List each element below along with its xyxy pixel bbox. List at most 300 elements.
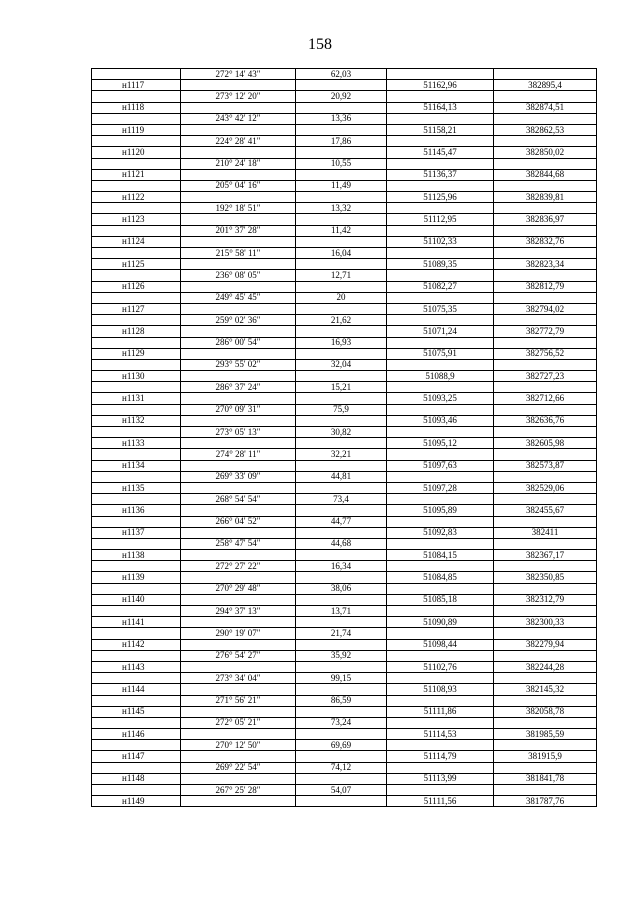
table-row	[92, 695, 597, 706]
point-name-cell: н1128	[92, 326, 181, 337]
y-cell	[494, 158, 597, 169]
table-row	[92, 650, 597, 661]
angle-cell: 201° 37' 28"	[181, 225, 296, 236]
x-cell	[387, 561, 494, 572]
y-cell: 382794,02	[494, 303, 597, 314]
point-name-cell	[92, 673, 181, 684]
y-cell: 381915,9	[494, 751, 597, 762]
x-cell: 51114,79	[387, 751, 494, 762]
y-cell	[494, 628, 597, 639]
y-cell	[494, 494, 597, 505]
x-cell	[387, 717, 494, 728]
distance-cell	[296, 326, 387, 337]
angle-cell: 259° 02' 36"	[181, 315, 296, 326]
y-cell	[494, 225, 597, 236]
point-name-cell: н1143	[92, 661, 181, 672]
x-cell: 51164,13	[387, 102, 494, 113]
angle-cell: 269° 22' 54"	[181, 762, 296, 773]
table-row	[92, 628, 597, 639]
point-name-cell: н1135	[92, 482, 181, 493]
distance-cell	[296, 550, 387, 561]
table-row	[92, 729, 597, 740]
angle-cell	[181, 527, 296, 538]
distance-cell	[296, 661, 387, 672]
table-row	[92, 69, 597, 80]
distance-cell	[296, 371, 387, 382]
point-name-cell	[92, 158, 181, 169]
y-cell: 381787,76	[494, 796, 597, 807]
distance-cell: 30,82	[296, 427, 387, 438]
distance-cell: 99,15	[296, 673, 387, 684]
y-cell	[494, 404, 597, 415]
angle-cell	[181, 214, 296, 225]
point-name-cell	[92, 628, 181, 639]
table-row	[92, 337, 597, 348]
x-cell	[387, 337, 494, 348]
distance-cell	[296, 438, 387, 449]
point-name-cell: н1136	[92, 505, 181, 516]
y-cell: 382895,4	[494, 80, 597, 91]
y-cell: 382712,66	[494, 393, 597, 404]
table-row	[92, 785, 597, 796]
table-row	[92, 158, 597, 169]
point-name-cell: н1138	[92, 550, 181, 561]
y-cell	[494, 292, 597, 303]
point-name-cell: н1122	[92, 192, 181, 203]
angle-cell: 192° 18' 51"	[181, 203, 296, 214]
y-cell	[494, 762, 597, 773]
angle-cell	[181, 259, 296, 270]
table-row	[92, 661, 597, 672]
x-cell	[387, 382, 494, 393]
point-name-cell: н1129	[92, 348, 181, 359]
table-row	[92, 505, 597, 516]
point-name-cell	[92, 471, 181, 482]
angle-cell	[181, 639, 296, 650]
angle-cell: 205° 04' 16"	[181, 180, 296, 191]
x-cell	[387, 538, 494, 549]
y-cell: 381985,59	[494, 729, 597, 740]
angle-cell: 274° 28' 11"	[181, 449, 296, 460]
distance-cell: 12,71	[296, 270, 387, 281]
x-cell	[387, 516, 494, 527]
distance-cell: 15,21	[296, 382, 387, 393]
angle-cell: 249° 45' 45"	[181, 292, 296, 303]
distance-cell	[296, 124, 387, 135]
point-name-cell	[92, 740, 181, 751]
x-cell: 51089,35	[387, 259, 494, 270]
y-cell: 382756,52	[494, 348, 597, 359]
y-cell	[494, 180, 597, 191]
y-cell	[494, 270, 597, 281]
x-cell	[387, 180, 494, 191]
x-cell: 51158,21	[387, 124, 494, 135]
x-cell	[387, 583, 494, 594]
angle-cell: 210° 24' 18"	[181, 158, 296, 169]
table-row	[92, 113, 597, 124]
distance-cell: 17,86	[296, 136, 387, 147]
y-cell: 382455,67	[494, 505, 597, 516]
y-cell: 382411	[494, 527, 597, 538]
y-cell	[494, 516, 597, 527]
angle-cell: 286° 37' 24"	[181, 382, 296, 393]
x-cell	[387, 740, 494, 751]
distance-cell: 73,24	[296, 717, 387, 728]
point-name-cell: н1137	[92, 527, 181, 538]
distance-cell	[296, 706, 387, 717]
angle-cell	[181, 303, 296, 314]
distance-cell	[296, 594, 387, 605]
distance-cell: 75,9	[296, 404, 387, 415]
table-row	[92, 236, 597, 247]
point-name-cell: н1118	[92, 102, 181, 113]
y-cell	[494, 606, 597, 617]
angle-cell	[181, 169, 296, 180]
distance-cell: 13,36	[296, 113, 387, 124]
y-cell: 382636,76	[494, 415, 597, 426]
distance-cell	[296, 482, 387, 493]
x-cell	[387, 359, 494, 370]
table-row	[92, 326, 597, 337]
angle-cell: 270° 29' 48"	[181, 583, 296, 594]
table-row	[92, 248, 597, 259]
distance-cell: 20,92	[296, 91, 387, 102]
table-row	[92, 449, 597, 460]
page-number: 158	[308, 36, 332, 53]
y-cell	[494, 359, 597, 370]
x-cell: 51084,85	[387, 572, 494, 583]
y-cell: 382244,28	[494, 661, 597, 672]
distance-cell: 13,71	[296, 606, 387, 617]
y-cell	[494, 583, 597, 594]
angle-cell	[181, 192, 296, 203]
distance-cell: 38,06	[296, 583, 387, 594]
table-row	[92, 348, 597, 359]
y-cell: 382350,85	[494, 572, 597, 583]
x-cell	[387, 673, 494, 684]
point-name-cell	[92, 113, 181, 124]
distance-cell	[296, 684, 387, 695]
point-name-cell: н1123	[92, 214, 181, 225]
x-cell: 51162,96	[387, 80, 494, 91]
y-cell: 382058,78	[494, 706, 597, 717]
table-row	[92, 639, 597, 650]
point-name-cell	[92, 315, 181, 326]
point-name-cell: н1139	[92, 572, 181, 583]
point-name-cell	[92, 248, 181, 259]
angle-cell: 268° 54' 54"	[181, 494, 296, 505]
point-name-cell: н1142	[92, 639, 181, 650]
x-cell	[387, 270, 494, 281]
x-cell	[387, 69, 494, 80]
angle-cell	[181, 80, 296, 91]
table-row	[92, 773, 597, 784]
angle-cell: 236° 08' 05"	[181, 270, 296, 281]
table-row	[92, 684, 597, 695]
table-row	[92, 303, 597, 314]
distance-cell: 11,42	[296, 225, 387, 236]
y-cell: 382844,68	[494, 169, 597, 180]
y-cell: 382367,17	[494, 550, 597, 561]
table-row	[92, 225, 597, 236]
y-cell: 381841,78	[494, 773, 597, 784]
y-cell: 382605,98	[494, 438, 597, 449]
angle-cell: 273° 34' 04"	[181, 673, 296, 684]
distance-cell: 16,93	[296, 337, 387, 348]
point-name-cell	[92, 404, 181, 415]
point-name-cell	[92, 449, 181, 460]
x-cell: 51093,46	[387, 415, 494, 426]
distance-cell	[296, 393, 387, 404]
x-cell	[387, 494, 494, 505]
distance-cell	[296, 572, 387, 583]
table-row	[92, 147, 597, 158]
angle-cell	[181, 124, 296, 135]
table-row	[92, 550, 597, 561]
angle-cell: 272° 27' 22"	[181, 561, 296, 572]
x-cell	[387, 113, 494, 124]
table-row	[92, 315, 597, 326]
angle-cell	[181, 572, 296, 583]
table-row	[92, 136, 597, 147]
point-name-cell	[92, 69, 181, 80]
x-cell: 51136,37	[387, 169, 494, 180]
x-cell: 51082,27	[387, 281, 494, 292]
distance-cell	[296, 796, 387, 807]
angle-cell: 215° 58' 11"	[181, 248, 296, 259]
point-name-cell: н1121	[92, 169, 181, 180]
y-cell	[494, 136, 597, 147]
distance-cell: 20	[296, 292, 387, 303]
y-cell	[494, 650, 597, 661]
table-row	[92, 438, 597, 449]
x-cell	[387, 315, 494, 326]
table-row	[92, 102, 597, 113]
table-row	[92, 617, 597, 628]
point-name-cell	[92, 717, 181, 728]
point-name-cell: н1145	[92, 706, 181, 717]
distance-cell: 16,34	[296, 561, 387, 572]
x-cell: 51095,12	[387, 438, 494, 449]
point-name-cell: н1130	[92, 371, 181, 382]
table-row	[92, 192, 597, 203]
x-cell: 51114,53	[387, 729, 494, 740]
table-row	[92, 606, 597, 617]
y-cell	[494, 717, 597, 728]
angle-cell	[181, 661, 296, 672]
table-row	[92, 169, 597, 180]
point-name-cell: н1140	[92, 594, 181, 605]
distance-cell: 54,07	[296, 785, 387, 796]
point-name-cell	[92, 180, 181, 191]
distance-cell	[296, 617, 387, 628]
y-cell	[494, 248, 597, 259]
table-row	[92, 460, 597, 471]
angle-cell: 266° 04' 52"	[181, 516, 296, 527]
distance-cell	[296, 729, 387, 740]
x-cell: 51111,86	[387, 706, 494, 717]
distance-cell: 11,49	[296, 180, 387, 191]
table-row	[92, 404, 597, 415]
table-row	[92, 471, 597, 482]
y-cell	[494, 203, 597, 214]
y-cell	[494, 785, 597, 796]
point-name-cell: н1131	[92, 393, 181, 404]
table-row	[92, 259, 597, 270]
y-cell	[494, 695, 597, 706]
x-cell	[387, 449, 494, 460]
x-cell: 51075,35	[387, 303, 494, 314]
point-name-cell: н1119	[92, 124, 181, 135]
point-name-cell: н1144	[92, 684, 181, 695]
y-cell: 382529,06	[494, 482, 597, 493]
point-name-cell	[92, 583, 181, 594]
point-name-cell	[92, 538, 181, 549]
point-name-cell: н1126	[92, 281, 181, 292]
distance-cell	[296, 348, 387, 359]
table-row	[92, 706, 597, 717]
angle-cell	[181, 438, 296, 449]
angle-cell	[181, 550, 296, 561]
y-cell: 382312,79	[494, 594, 597, 605]
angle-cell	[181, 706, 296, 717]
table-row	[92, 203, 597, 214]
distance-cell	[296, 751, 387, 762]
x-cell: 51125,96	[387, 192, 494, 203]
angle-cell: 258° 47' 54"	[181, 538, 296, 549]
distance-cell: 73,4	[296, 494, 387, 505]
distance-cell: 44,68	[296, 538, 387, 549]
angle-cell: 267° 25' 28"	[181, 785, 296, 796]
table-row	[92, 762, 597, 773]
y-cell: 382300,33	[494, 617, 597, 628]
y-cell	[494, 673, 597, 684]
x-cell: 51113,99	[387, 773, 494, 784]
point-name-cell: н1147	[92, 751, 181, 762]
table-row	[92, 538, 597, 549]
distance-cell: 44,81	[296, 471, 387, 482]
y-cell	[494, 471, 597, 482]
x-cell	[387, 292, 494, 303]
point-name-cell: н1149	[92, 796, 181, 807]
point-name-cell	[92, 494, 181, 505]
y-cell	[494, 449, 597, 460]
distance-cell	[296, 259, 387, 270]
table-row	[92, 740, 597, 751]
point-name-cell: н1117	[92, 80, 181, 91]
table-row	[92, 214, 597, 225]
angle-cell: 270° 12' 50"	[181, 740, 296, 751]
angle-cell: 290° 19' 07"	[181, 628, 296, 639]
x-cell: 51075,91	[387, 348, 494, 359]
distance-cell	[296, 281, 387, 292]
distance-cell: 86,59	[296, 695, 387, 706]
point-name-cell	[92, 785, 181, 796]
distance-cell: 32,21	[296, 449, 387, 460]
distance-cell: 74,12	[296, 762, 387, 773]
x-cell	[387, 695, 494, 706]
x-cell: 51088,9	[387, 371, 494, 382]
x-cell: 51111,56	[387, 796, 494, 807]
table-row	[92, 572, 597, 583]
point-name-cell	[92, 136, 181, 147]
x-cell	[387, 248, 494, 259]
angle-cell	[181, 236, 296, 247]
y-cell	[494, 740, 597, 751]
x-cell	[387, 203, 494, 214]
table-row	[92, 583, 597, 594]
table-row	[92, 91, 597, 102]
coordinates-table-body	[92, 69, 597, 807]
distance-cell	[296, 147, 387, 158]
y-cell	[494, 337, 597, 348]
angle-cell	[181, 281, 296, 292]
point-name-cell	[92, 359, 181, 370]
table-row	[92, 180, 597, 191]
x-cell: 51097,63	[387, 460, 494, 471]
angle-cell	[181, 415, 296, 426]
x-cell	[387, 628, 494, 639]
angle-cell: 271° 56' 21"	[181, 695, 296, 706]
table-row	[92, 516, 597, 527]
angle-cell	[181, 371, 296, 382]
distance-cell: 13,32	[296, 203, 387, 214]
table-row	[92, 292, 597, 303]
angle-cell	[181, 505, 296, 516]
point-name-cell: н1148	[92, 773, 181, 784]
x-cell	[387, 158, 494, 169]
table-row	[92, 371, 597, 382]
angle-cell: 286° 00' 54"	[181, 337, 296, 348]
y-cell	[494, 91, 597, 102]
angle-cell	[181, 348, 296, 359]
point-name-cell	[92, 382, 181, 393]
distance-cell	[296, 80, 387, 91]
distance-cell: 69,69	[296, 740, 387, 751]
point-name-cell	[92, 650, 181, 661]
x-cell: 51102,76	[387, 661, 494, 672]
point-name-cell: н1141	[92, 617, 181, 628]
angle-cell	[181, 460, 296, 471]
angle-cell	[181, 594, 296, 605]
x-cell: 51092,83	[387, 527, 494, 538]
point-name-cell: н1127	[92, 303, 181, 314]
angle-cell	[181, 617, 296, 628]
x-cell: 51098,44	[387, 639, 494, 650]
table-row	[92, 751, 597, 762]
point-name-cell	[92, 427, 181, 438]
coordinates-table	[91, 68, 597, 807]
angle-cell: 294° 37' 13"	[181, 606, 296, 617]
angle-cell	[181, 482, 296, 493]
point-name-cell	[92, 337, 181, 348]
x-cell	[387, 650, 494, 661]
angle-cell: 243° 42' 12"	[181, 113, 296, 124]
point-name-cell: н1146	[92, 729, 181, 740]
distance-cell: 62,03	[296, 69, 387, 80]
angle-cell: 272° 05' 21"	[181, 717, 296, 728]
distance-cell	[296, 102, 387, 113]
point-name-cell	[92, 225, 181, 236]
point-name-cell	[92, 91, 181, 102]
table-row	[92, 527, 597, 538]
angle-cell	[181, 773, 296, 784]
distance-cell: 32,04	[296, 359, 387, 370]
table-row	[92, 393, 597, 404]
y-cell: 382727,23	[494, 371, 597, 382]
angle-cell: 269° 33' 09"	[181, 471, 296, 482]
distance-cell: 44,77	[296, 516, 387, 527]
